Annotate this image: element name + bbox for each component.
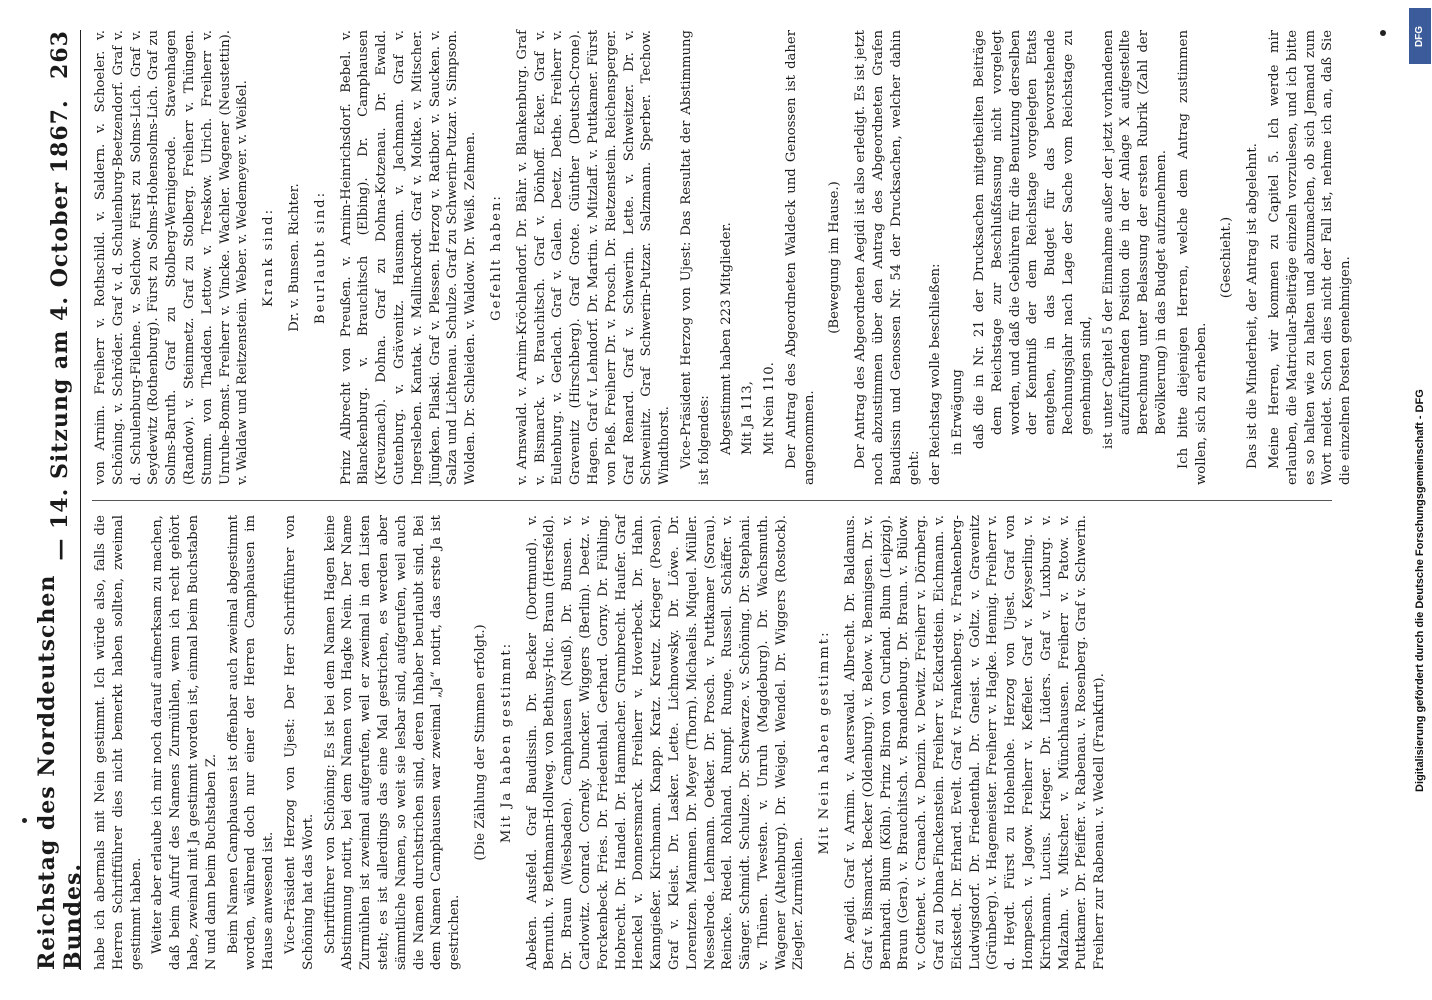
text-paragraph: von Arnim. Freiherr v. Rothschild. v. Saldern. v. Schoeler. v. Schöning. v. Schröder. Graf v. d. Schulenburg-Beetzendorf. Graf v. d. Schulenburg-Filehne. v. Selchow. Fürst zu Solms-Lich. Graf v. Seydewitz (Rothenburg). Fürst zu Solms-Hohensolms-Lich. Graf zu Solms-Baruth. Graf zu Stolberg-Wernigerode. Stavenhagen (Randow). v. Steinmetz. Graf zu Stolberg. Freiherr v. Thüngen. Stumm. von Thadden. Lettow. v. Treskow. Ulrich. Freiherr v. Unruhe-Bomst. Freiherr v. Vincke. Wachler. Wagener (Neustettin). v. Waldaw und Reitzenstein. Weber. v. Wedemeyer. v. Weißel. (93, 30, 251, 485)
text-paragraph: Mit Ja 113, (740, 381, 756, 455)
text-paragraph: Abeken. Ausfeld. Graf Baudissin. Dr. Becker (Dortmund). v. Bernuth. v. Bethmann-Hollweg. von Bethusy-Huc. Braun (Hersfeld). Dr. Braun (Wiesbaden). Camphausen (Neuß). Dr. Bunsen. v. Carlowitz. Conrad. Cornely. Duncker. Wiggers (Berlin). Deetz. v. Forckenbeck. Fries. Dr. Friedenthal. Gerhard. Gorny. Dr. Fühling. Hobrecht. Dr. Handel. Dr. Hammacher. Grumbrecht. Haufer. Graf Henckel v. Donnersmarck. Freiherr v. Hoverbeck. Dr. Hahn. Kanngießer. Kirchmann. Knapp. Kratz. Kreutz. Krieger (Posen). Graf v. Kleist. Dr. Lasker. Lette. Lichnowsky. Dr. Löwe. Dr. Lorentzen. Mammen. Dr. Meyer (Thorn). Michaelis. Miquel. Müller. Nesselrode. Lehmann. Oetker. Dr. Prosch. v. Puttkamer (Sorau). Reincke. Riedel. Rohland. Rumpf. Runge. Russell. Schäffer. v. Sänger. Schmidt. Schulze. Dr. Schwarze. v. Schöning. Dr. Stephani. v. Thünen. Twesten. v. Unruh (Magdeburg). Dr. Wachsmuth. Wagener (Altenburg). Dr. Weigel. Wendel. Dr. Wiggers (Rostock). Ziegler. Zurmühlen. (524, 515, 807, 970)
text-paragraph: Dr. Aegidi. Graf v. Arnim. v. Auerswald. Albrecht. Dr. Baldamus. Graf v. Bismarck. Becker (Oldenburg). v. Below. v. Bennigsen. Dr. v. Bernhardi. Blum (Köln). Prinz Biron von Curland. Blum (Leipzig). Braun (Gera). v. Brauchitsch. v. Brandenburg. Dr. Braun. v. Bülow. v. Cottenet. v. Cranach. v. Denzin. v. Dewitz. Freiherr v. Dörnberg. Graf zu Dohna-Finckenstein. Freiherr v. Eckardstein. Eichmann. v. Eickstedt. Dr. Erhard. Evelt. Graf v. Frankenberg. v. Frankenberg-Ludwigsdorf. Dr. Friedenthal. Dr. Gneist. v. Goltz. v. Gravenitz (Grünberg). v. Hagemeister. Freiherr v. Hagke. Hennig. Freiherr v. d. Heydt. Fürst zu Hohenlohe. Herzog von Ujest. Graf von Hompesch. v. Jagow. Freiherr v. Keffeler. Graf v. Keyserling. v. Kirchmann. Lucius. Krieger. Dr. Lüders. Graf v. Luxburg. v. Malzahn. v. Mitscher. v. Münchhausen. Freiherr v. Patow. v. Puttkamer. Dr. Pfeiffer. v. Rabenau. v. Rosenberg. Graf v. Schwerin. Freiherr zur Rabenau. v. Wedell (Frankfurt). (843, 515, 1108, 970)
text-paragraph: daß die in Nr. 21 der Drucksachen mitgetheilten Beiträge dem Reichstage zur Beschlußfassung nicht vorgelegt worden, und daß die Gebühren für die Benutzung derselben der Kenntniß der dem Reichstage vorgelegten Etats entgehen, in das Budget für das bevorstehende Rechnungsjahr nach Lage der Sache vom Reichstage zu genehmigen sind, (972, 30, 1094, 449)
text-paragraph: Abgestimmt haben 223 Mitglieder. (718, 222, 734, 455)
page-number: 263 (47, 30, 73, 79)
column-divider (92, 500, 1332, 501)
page-header (34, 30, 86, 970)
text-paragraph: in Erwägung (950, 369, 966, 455)
dfg-logo-text: DFG (1414, 25, 1426, 47)
dfg-logo (1409, 8, 1431, 64)
text-paragraph: (Die Zählung der Stimmen erfolgt.) (472, 624, 488, 861)
text-paragraph: Weiter aber erlaube ich mir noch darauf aufmerksam zu machen, daß beim Aufruf des Namens Zurmühlen, wenn ich recht gehört habe, zweimal mit Ja gestimmt worden ist, einmal beim Buchstaben N und dann beim Buchstaben Z. (150, 515, 219, 970)
text-paragraph: Mit Nein 110. (762, 362, 778, 455)
text-paragraph: Beurlaubt sind: (312, 190, 328, 325)
scan-speck (22, 818, 27, 823)
text-paragraph: Vice-Präsident Herzog von Ujest: Das Resultat der Abstimmung ist folgendes: (678, 30, 712, 485)
dfg-watermark-text: Digitalisierung gefördert durch die Deutsche Forschungsgemeinschaft - DFG (1414, 389, 1426, 792)
text-paragraph: habe ich abermals mit Nein gestimmt. Ich würde also, falls die Herren Schriftführer dies nicht bemerkt haben sollten, zweimal gestimmt haben. (93, 515, 144, 970)
right-text-column (92, 30, 1354, 485)
text-paragraph: ist unter Capitel 5 der Einnahme außer der jetzt vorhandenen aufzuführenden Position die in der Anlage X aufgestellte Berechnung unter Belassung der ersten Rubrik (Zahl der Bevölkerung) in das Budget aufzunehmen. (1100, 30, 1170, 449)
left-text-column (92, 515, 1337, 970)
text-paragraph: Dr. v. Bunsen. Richter. (286, 183, 302, 332)
text-paragraph: Beim Namen Camphausen ist offenbar auch zweimal abgestimmt worden, während doch nur einer der Herren Camphausen im Hause anwesend ist. (225, 515, 277, 970)
text-paragraph: Das ist die Minderheit, der Antrag ist abgelehnt. (1245, 143, 1261, 469)
text-paragraph: Der Antrag des Abgeordneten Waldeck und Genossen ist daher angenommen. (783, 30, 817, 485)
text-paragraph: Meine Herren, wir kommen zu Capitel 5. Ich werde mir erlauben, die Matricular-Beiträge einzeln vorzulesen, und ich bitte es so halten wie zu halten und abzumachen, ob sich Jemand zum Wort meldet. Schon dies nicht der Fall ist, nehme ich an, daß Sie die einzelnen Posten genehmigen. (1267, 30, 1354, 485)
text-paragraph: v. Arnswald. v. Arnim-Kröchlendorf. Dr. Bähr. v. Blankenburg. Graf v. Bismarck. v. Brauchitsch. Graf v. Dönhoff. Ecker. Graf v. Eulenburg. v. Gerlach. Graf v. Galen. Deetz. Dethe. Freiherr v. Gravenitz (Hirschberg). Graf Grote. Günther (Deutsch-Crone). Hagen. Graf v. Lehndorf. Dr. Martin. v. Mitzlaff. v. Puttkamer. Fürst von Pleß. Freiherr Dr. v. Prosch. Dr. Rietzenstein. Reichensperger. Graf Renard. Graf v. Schwerin. Lette. v. Schweitzer. Dr. v. Schweinitz. Graf Schwerin-Putzar. Salzmann. Sperber. Techow. Windthorst. (514, 30, 673, 485)
text-paragraph: Krank sind: (261, 207, 277, 308)
text-paragraph: (Geschieht.) (1219, 216, 1235, 299)
scan-speck (1380, 30, 1386, 36)
text-paragraph: Gefehlt haben: (488, 194, 504, 321)
text-paragraph: (Bewegung im Hause.) (827, 181, 843, 334)
text-paragraph: Prinz Albrecht von Preußen. v. Arnim-Heinrichsdorf. Bebel. v. Blanckenburg. v. Brauchitsch (Elbing). Dr. Camphausen (Kreuznach). Dohna. Graf zu Dohna-Kotzenau. Dr. Ewald. Gutenburg. v. Grävenitz. Hausmann. v. Jachmann. Graf v. Ingersleben. Kantak. v. Mallinckrodt. Graf v. Moltke. v. Mitscher. Jüngken. Pilaski. Graf v. Plessen. Herzog v. Ratibor. v. Saucken. v. Salza und Lichtenau. Schulze. Graf zu Schwerin-Putzar. v. Simpson. Wolden. Dr. Schleiden. v. Waldow. Dr. Weiß. Zehmen. (338, 30, 479, 485)
text-paragraph: der Reichstag wolle beschließen: (928, 263, 944, 485)
text-paragraph: Der Antrag des Abgeordneten Aegidi ist also erledigt. Es ist jetzt noch abzustimmen über den Antrag des Abgeordneten Grafen Baudissin und Genossen Nr. 54 der Drucksachen, welcher dahin geht: (853, 30, 922, 485)
text-paragraph: Vice-Präsident Herzog von Ujest: Der Herr Schriftführer von Schöning hat das Wort. (282, 515, 316, 970)
text-paragraph: Mit Nein haben gestimmt: (817, 630, 833, 855)
text-paragraph: Ich bitte diejenigen Herren, welche dem Antrag zustimmen wollen, sich zu erheben. (1175, 30, 1209, 485)
header-title: Reichstag des Norddeutschen Bundes. (34, 574, 86, 970)
header-session: — 14. Sitzung am 4. October 1867. (47, 99, 73, 561)
text-paragraph: Schriftführer von Schöning: Es ist bei dem Namen Hagen keine Abstimmung notirt, bei dem Namen von Hagke Nein. Der Name Zurmühlen ist zweimal aufgerufen, weil er zweimal in den Listen steht; es ist allerdings das eine Mal gestrichen, es werden aber sämmtliche Namen, so weit sie lesbar sind, aufgerufen, weil auch die Namen durchstrichen sind, deren Inhaber beurlaubt sind. Bei dem Namen Camphausen war zweimal „Ja“ notirt, das erste Ja ist gestrichen. (322, 515, 463, 970)
text-paragraph: Mit Ja haben gestimmt: (498, 641, 514, 844)
